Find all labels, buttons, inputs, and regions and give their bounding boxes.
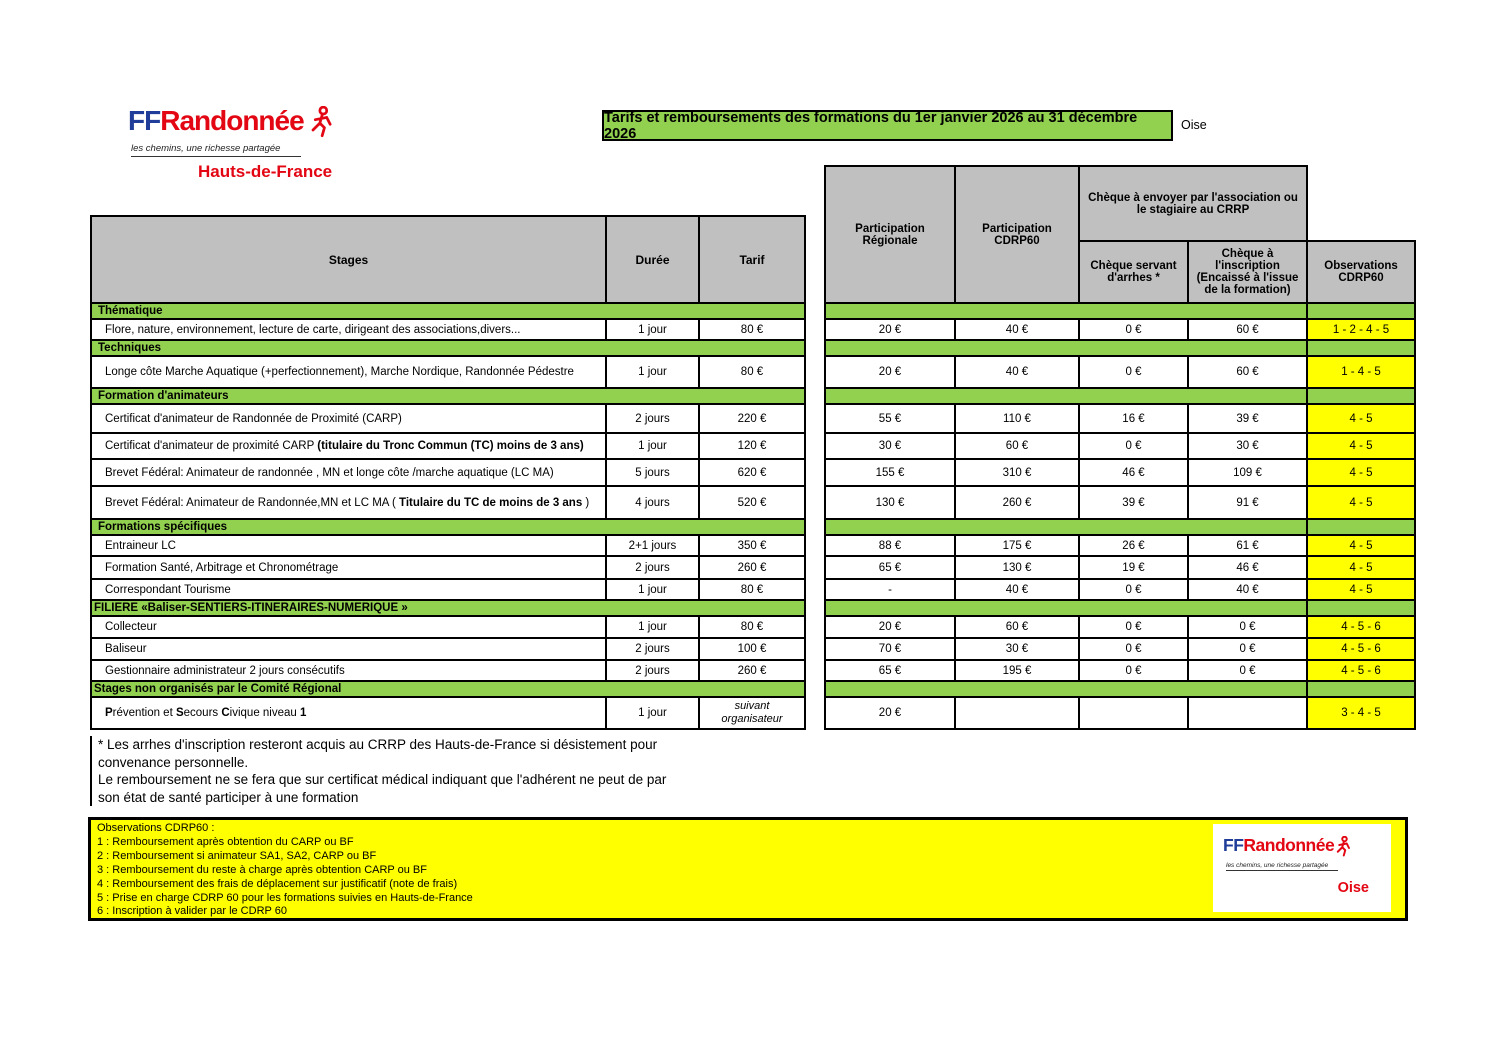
table-row: [91, 579, 805, 600]
cdrp-cell: 310 €: [955, 459, 1079, 486]
reg-cell: 20 €: [825, 616, 955, 638]
obs-cell: 4 - 5 - 6: [1307, 638, 1415, 660]
stage-cell: Baliseur: [91, 638, 606, 660]
arrhes-cell: 0 €: [1079, 319, 1188, 340]
observation-line: 4 : Remboursement des frais de déplacement sur justificatif (note de frais): [97, 877, 458, 890]
section-bar: [825, 340, 1307, 356]
cdrp-cell: 60 €: [955, 616, 1079, 638]
bottom-logo-card: [1213, 824, 1391, 912]
arrhes-cell: [1079, 697, 1188, 729]
section-label: Thématique: [91, 303, 805, 319]
duree-cell: 2 jours: [606, 404, 699, 433]
table-row: [91, 697, 805, 729]
tarif-cell: 80 €: [699, 616, 805, 638]
duree-cell: 1 jour: [606, 433, 699, 459]
table-row: [91, 660, 805, 681]
logo-tagline: les chemins, une richesse partagée: [1226, 862, 1338, 871]
footnote-line: Le remboursement ne se fera que sur certificat médical indiquant que l'adhérent ne peut de par: [98, 772, 667, 787]
stage-cell: Entraineur LC: [91, 535, 606, 556]
table-row: [91, 556, 805, 579]
reg-cell: 55 €: [825, 404, 955, 433]
section-row: [825, 303, 1415, 319]
footnote-line: son état de santé participer à une formation: [98, 789, 359, 805]
reg-cell: 155 €: [825, 459, 955, 486]
section-obs-cell: [1307, 519, 1415, 535]
reg-cell: 20 €: [825, 356, 955, 388]
section-row: [91, 681, 805, 697]
federation-logo: [128, 105, 358, 181]
table-row: [825, 579, 1415, 600]
table-row: [91, 433, 805, 459]
section-label: Techniques: [91, 340, 805, 356]
col-header-duree: Durée: [606, 216, 699, 303]
page-title: Tarifs et remboursements des formations du 1er janvier 2026 au 31 décembre 2026: [602, 110, 1173, 141]
table-row: [91, 319, 805, 340]
fees-table: [824, 165, 1416, 730]
duree-cell: 2 jours: [606, 556, 699, 579]
duree-cell: 2 jours: [606, 638, 699, 660]
tarif-cell: 350 €: [699, 535, 805, 556]
inscription-cell: 60 €: [1188, 356, 1307, 388]
logo-ff-text: FF: [128, 105, 161, 136]
table-row: [91, 638, 805, 660]
inscription-cell: 0 €: [1188, 616, 1307, 638]
table-row: [825, 660, 1415, 681]
stage-cell: Brevet Fédéral: Animateur de randonnée , MN et longe côte /marche aquatique (LC MA): [91, 459, 606, 486]
inscription-cell: 46 €: [1188, 556, 1307, 579]
section-bar: [825, 681, 1307, 697]
stages-table-header: [91, 216, 805, 303]
stages-table: [90, 215, 806, 730]
observation-line: 5 : Prise en charge CDRP 60 pour les formations suivies en Hauts-de-France: [97, 891, 473, 904]
observation-line: 1 : Remboursement après obtention du CARP ou BF: [97, 835, 354, 848]
reg-cell: 20 €: [825, 319, 955, 340]
tarif-cell: 80 €: [699, 356, 805, 388]
observation-line: 3 : Remboursement du reste à charge après obtention CARP ou BF: [97, 863, 427, 876]
cdrp-cell: 110 €: [955, 404, 1079, 433]
col-header-participation-regionale: Participation Régionale: [825, 166, 955, 303]
arrhes-cell: 16 €: [1079, 404, 1188, 433]
stage-cell: Gestionnaire administrateur 2 jours consécutifs: [91, 660, 606, 681]
duree-cell: 2 jours: [606, 660, 699, 681]
duree-cell: 1 jour: [606, 579, 699, 600]
section-row: [825, 340, 1415, 356]
stage-cell: Certificat d'animateur de Randonnée de Proximité (CARP): [91, 404, 606, 433]
obs-cell: 4 - 5: [1307, 486, 1415, 519]
table-row: [825, 556, 1415, 579]
tarif-cell: 120 €: [699, 433, 805, 459]
section-obs-cell: [1307, 340, 1415, 356]
section-obs-cell: [1307, 303, 1415, 319]
duree-cell: 1 jour: [606, 697, 699, 729]
section-bar: [825, 519, 1307, 535]
table-row: [825, 616, 1415, 638]
observation-line: 6 : Inscription à valider par le CDRP 60: [97, 905, 287, 918]
footnote-line: convenance personnelle.: [98, 754, 249, 770]
section-label: Stages non organisés par le Comité Régional: [91, 681, 805, 697]
arrhes-cell: 0 €: [1079, 356, 1188, 388]
obs-cell: 4 - 5: [1307, 404, 1415, 433]
table-row: [825, 319, 1415, 340]
col-header-observations: Observations CDRP60: [1307, 241, 1415, 303]
reg-cell: 88 €: [825, 535, 955, 556]
duree-cell: 5 jours: [606, 459, 699, 486]
reg-cell: 20 €: [825, 697, 955, 729]
cdrp-cell: 40 €: [955, 356, 1079, 388]
section-label: Formation d'animateurs: [91, 388, 805, 404]
table-row: [825, 486, 1415, 519]
cdrp-cell: 195 €: [955, 660, 1079, 681]
arrhes-cell: 0 €: [1079, 579, 1188, 600]
table-row: [91, 616, 805, 638]
inscription-cell: 0 €: [1188, 660, 1307, 681]
obs-cell: 4 - 5: [1307, 433, 1415, 459]
cdrp-cell: 260 €: [955, 486, 1079, 519]
col-header-cheque-group: Chèque à envoyer par l'association ou le stagiaire au CRRP: [1079, 166, 1307, 241]
arrhes-cell: 0 €: [1079, 638, 1188, 660]
reg-cell: -: [825, 579, 955, 600]
stage-cell: Formation Santé, Arbitrage et Chronométrage: [91, 556, 606, 579]
section-row: [825, 519, 1415, 535]
tarif-cell: 100 €: [699, 638, 805, 660]
stage-cell: Flore, nature, environnement, lecture de carte, dirigeant des associations,divers...: [91, 319, 606, 340]
obs-cell: 4 - 5: [1307, 459, 1415, 486]
hiker-icon: [307, 106, 335, 143]
table-row: [825, 459, 1415, 486]
section-row: [91, 600, 805, 616]
section-row: [91, 519, 805, 535]
col-header-stages: Stages: [91, 216, 606, 303]
inscription-cell: 40 €: [1188, 579, 1307, 600]
cdrp-cell: [955, 697, 1079, 729]
table-row: [91, 486, 805, 519]
section-row: [825, 681, 1415, 697]
header-spacer: [1307, 166, 1415, 241]
duree-cell: 2+1 jours: [606, 535, 699, 556]
stage-cell: Prévention et Secours Civique niveau 1: [91, 697, 606, 729]
stage-cell: Collecteur: [91, 616, 606, 638]
federation-logo-wordmark: [128, 106, 358, 143]
reg-cell: 130 €: [825, 486, 955, 519]
obs-cell: 4 - 5: [1307, 579, 1415, 600]
table-row: [91, 404, 805, 433]
section-bar: [825, 600, 1307, 616]
section-row: [91, 388, 805, 404]
observations-title: Observations CDRP60 :: [97, 822, 215, 834]
inscription-cell: 60 €: [1188, 319, 1307, 340]
logo-tagline: les chemins, une richesse partagée: [131, 143, 301, 157]
inscription-cell: 0 €: [1188, 638, 1307, 660]
arrhes-cell: 0 €: [1079, 616, 1188, 638]
col-header-participation-cdrp60: Participation CDRP60: [955, 166, 1079, 303]
oise-label: Oise: [1181, 118, 1207, 132]
table-row: [825, 535, 1415, 556]
region-label: Hauts-de-France: [198, 162, 333, 181]
observations-box: [88, 817, 1408, 921]
obs-cell: 4 - 5: [1307, 556, 1415, 579]
obs-cell: 1 - 2 - 4 - 5: [1307, 319, 1415, 340]
footnote: [90, 736, 730, 806]
section-bar: [825, 303, 1307, 319]
dept-label: Oise: [1337, 880, 1369, 896]
section-label: Formations spécifiques: [91, 519, 805, 535]
hiker-icon: [1334, 836, 1352, 862]
section-label: FILIERE «Baliser-SENTIERS-ITINERAIRES-NUMERIQUE »: [91, 600, 805, 616]
table-row: [825, 697, 1415, 729]
cdrp-cell: 175 €: [955, 535, 1079, 556]
bottom-logo-wordmark: [1223, 836, 1383, 862]
section-bar: [825, 388, 1307, 404]
section-obs-cell: [1307, 600, 1415, 616]
table-row: [825, 404, 1415, 433]
stage-cell: Brevet Fédéral: Animateur de Randonnée,MN et LC MA ( Titulaire du TC de moins de 3 ans ): [91, 486, 606, 519]
section-obs-cell: [1307, 681, 1415, 697]
col-header-cheque-inscription: Chèque à l'inscription (Encaissé à l'issue de la formation): [1188, 241, 1307, 303]
inscription-cell: [1188, 697, 1307, 729]
table-row: [91, 356, 805, 388]
cdrp-cell: 60 €: [955, 433, 1079, 459]
arrhes-cell: 19 €: [1079, 556, 1188, 579]
obs-cell: 4 - 5 - 6: [1307, 660, 1415, 681]
inscription-cell: 109 €: [1188, 459, 1307, 486]
inscription-cell: 30 €: [1188, 433, 1307, 459]
logo-ff-text: FF: [1223, 835, 1244, 855]
cdrp-cell: 40 €: [955, 319, 1079, 340]
stage-cell: Correspondant Tourisme: [91, 579, 606, 600]
obs-cell: 4 - 5 - 6: [1307, 616, 1415, 638]
arrhes-cell: 46 €: [1079, 459, 1188, 486]
obs-cell: 1 - 4 - 5: [1307, 356, 1415, 388]
duree-cell: 4 jours: [606, 486, 699, 519]
stage-cell: Certificat d'animateur de proximité CARP (titulaire du Tronc Commun (TC) moins de 3 ans): [91, 433, 606, 459]
table-row: [91, 459, 805, 486]
col-header-cheque-arrhes: Chèque servant d'arrhes *: [1079, 241, 1188, 303]
col-header-tarif: Tarif: [699, 216, 805, 303]
cdrp-cell: 130 €: [955, 556, 1079, 579]
fees-table-header-top: [825, 166, 1415, 241]
tarif-cell: 220 €: [699, 404, 805, 433]
footnote-line: * Les arrhes d'inscription resteront acquis au CRRP des Hauts-de-France si désistement pour: [98, 737, 658, 752]
cdrp-cell: 40 €: [955, 579, 1079, 600]
arrhes-cell: 0 €: [1079, 433, 1188, 459]
observation-line: 2 : Remboursement si animateur SA1, SA2, CARP ou BF: [97, 849, 377, 862]
tarif-cell: 620 €: [699, 459, 805, 486]
obs-cell: 4 - 5: [1307, 535, 1415, 556]
section-row: [825, 388, 1415, 404]
reg-cell: 65 €: [825, 660, 955, 681]
logo-name-text: Randonnée: [1243, 835, 1335, 855]
stage-cell: Longe côte Marche Aquatique (+perfectionnement), Marche Nordique, Randonnée Pédestre: [91, 356, 606, 388]
arrhes-cell: 26 €: [1079, 535, 1188, 556]
tarif-cell: 520 €: [699, 486, 805, 519]
inscription-cell: 39 €: [1188, 404, 1307, 433]
tarif-cell: 260 €: [699, 660, 805, 681]
table-row: [825, 356, 1415, 388]
obs-cell: 3 - 4 - 5: [1307, 697, 1415, 729]
section-obs-cell: [1307, 388, 1415, 404]
section-row: [91, 303, 805, 319]
duree-cell: 1 jour: [606, 356, 699, 388]
section-row: [91, 340, 805, 356]
tarif-cell: 80 €: [699, 319, 805, 340]
inscription-cell: 61 €: [1188, 535, 1307, 556]
cdrp-cell: 30 €: [955, 638, 1079, 660]
arrhes-cell: 0 €: [1079, 660, 1188, 681]
duree-cell: 1 jour: [606, 319, 699, 340]
reg-cell: 65 €: [825, 556, 955, 579]
duree-cell: 1 jour: [606, 616, 699, 638]
table-row: [825, 638, 1415, 660]
section-row: [825, 600, 1415, 616]
inscription-cell: 91 €: [1188, 486, 1307, 519]
reg-cell: 70 €: [825, 638, 955, 660]
tarif-cell: suivant organisateur: [699, 697, 805, 729]
table-row: [825, 433, 1415, 459]
logo-name-text: Randonnée: [160, 105, 304, 136]
tarif-cell: 260 €: [699, 556, 805, 579]
reg-cell: 30 €: [825, 433, 955, 459]
tarif-cell: 80 €: [699, 579, 805, 600]
table-row: [91, 535, 805, 556]
arrhes-cell: 39 €: [1079, 486, 1188, 519]
